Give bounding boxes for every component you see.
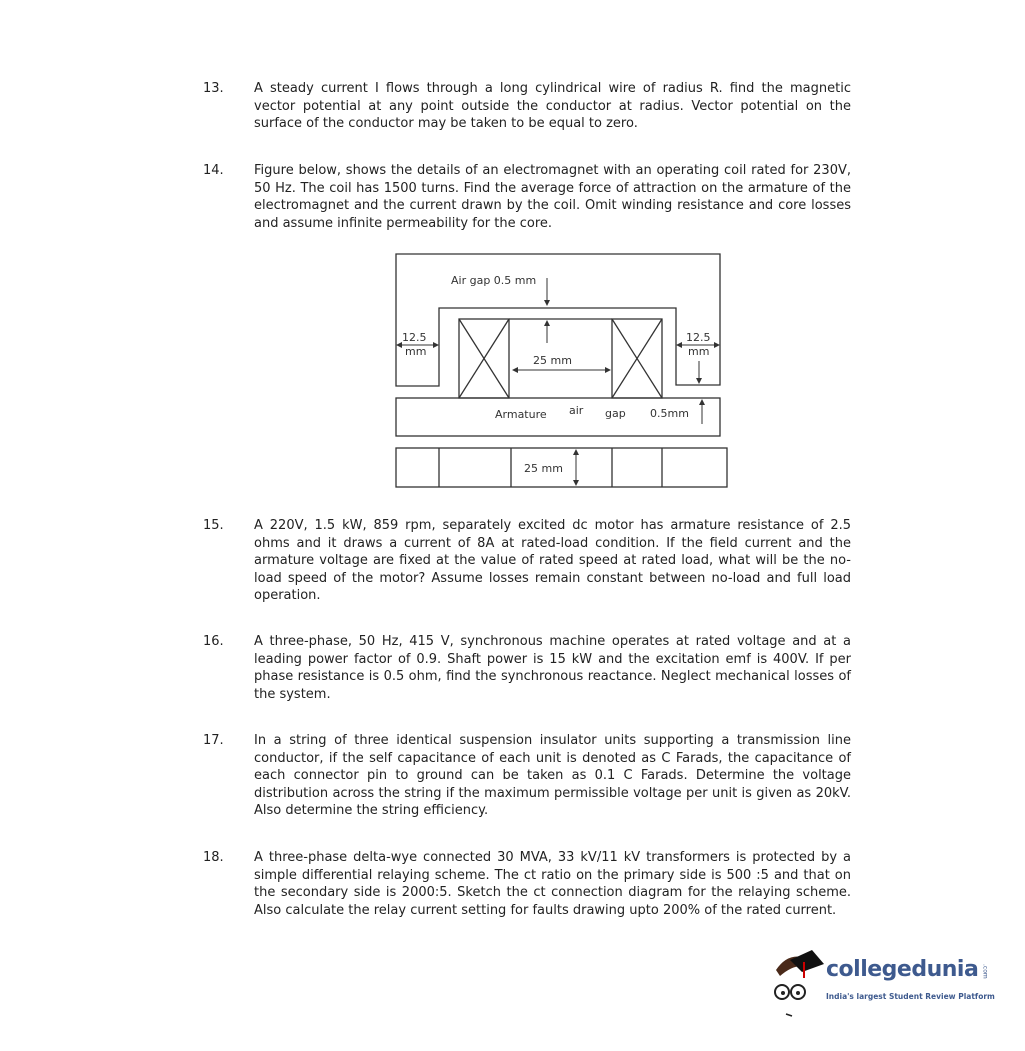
question-text: Figure below, shows the details of an electromagnet with an operating coil rated for 230V, 50 Hz. The coil has 1500 turns. Find the average force of attraction on the armature of the electromagnet and the current drawn by the coil. Omit winding resistance and core losses and assume infinite permeability for the core.	[254, 163, 851, 231]
question-number: 14.	[203, 163, 224, 178]
right-coil	[612, 319, 662, 398]
gap-label: gap	[605, 407, 626, 420]
left-coil	[459, 319, 509, 398]
air-label: air	[569, 404, 584, 417]
depth-label: 25 mm	[524, 462, 563, 475]
logo-wordmark	[826, 956, 987, 984]
question-number: 16.	[203, 634, 224, 649]
gap-value-label: 0.5mm	[650, 407, 689, 420]
logo-tagline: India's largest Student Review Platform	[826, 992, 995, 1001]
mascot-icon	[768, 948, 826, 1018]
question-text: A 220V, 1.5 kW, 859 rpm, separately excited dc motor has armature resistance of 2.5 ohms and it draws a current of 8A at rated-load condition. If the field current and the armature voltage are fixed at the value of rated speed at rated load, what will be the no-load speed of the motor? Assume losses remain constant between no-load and full load operation.	[254, 518, 851, 603]
question-number: 13.	[203, 81, 224, 96]
question-number: 18.	[203, 850, 224, 865]
question-number: 15.	[203, 518, 224, 533]
right-width-unit: mm	[688, 345, 710, 358]
question-text: In a string of three identical suspension insulator units supporting a transmission line conductor, if the self capacitance of each unit is denoted as C Farads, the capacitance of each connector pin to ground can be taken as 0.1 C Farads. Determine the voltage distribution across the string if the maximum permissible voltage per unit is given as 20kV. Also determine the string efficiency.	[254, 733, 851, 818]
question-text: A three-phase, 50 Hz, 415 V, synchronous machine operates at rated voltage and at a leading power factor of 0.9. Shaft power is 15 kW and the excitation emf is 400V. If per phase resistance is 0.5 ohm, find the synchronous reactance. Neglect mechanical losses of the system.	[254, 634, 851, 702]
question-number: 17.	[203, 733, 224, 748]
left-width-unit: mm	[405, 345, 427, 358]
right-width-value: 12.5	[686, 331, 711, 344]
question-text: A three-phase delta-wye connected 30 MVA, 33 kV/11 kV transformers is protected by a simple differential relaying scheme. The ct ratio on the primary side is 500 :5 and that on the secondary side is 2000:5. Sketch the ct connection diagram for the relaying scheme. Also calculate the relay current setting for faults drawing upto 200% of the rated current.	[254, 850, 851, 918]
air-gap-label: Air gap 0.5 mm	[451, 274, 537, 287]
center-width-label: 25 mm	[533, 354, 572, 367]
question-text: A steady current I flows through a long cylindrical wire of radius R. find the magnetic vector potential at any point outside the conductor at radius. Vector potential on the surface of the conductor may be taken to be equal to zero.	[254, 81, 851, 131]
logo-brand: collegedunia	[826, 957, 979, 982]
armature-label: Armature	[495, 408, 547, 421]
collegedunia-logo	[768, 948, 1018, 1018]
left-width-value: 12.5	[402, 331, 427, 344]
logo-suffix: .com	[981, 964, 989, 979]
